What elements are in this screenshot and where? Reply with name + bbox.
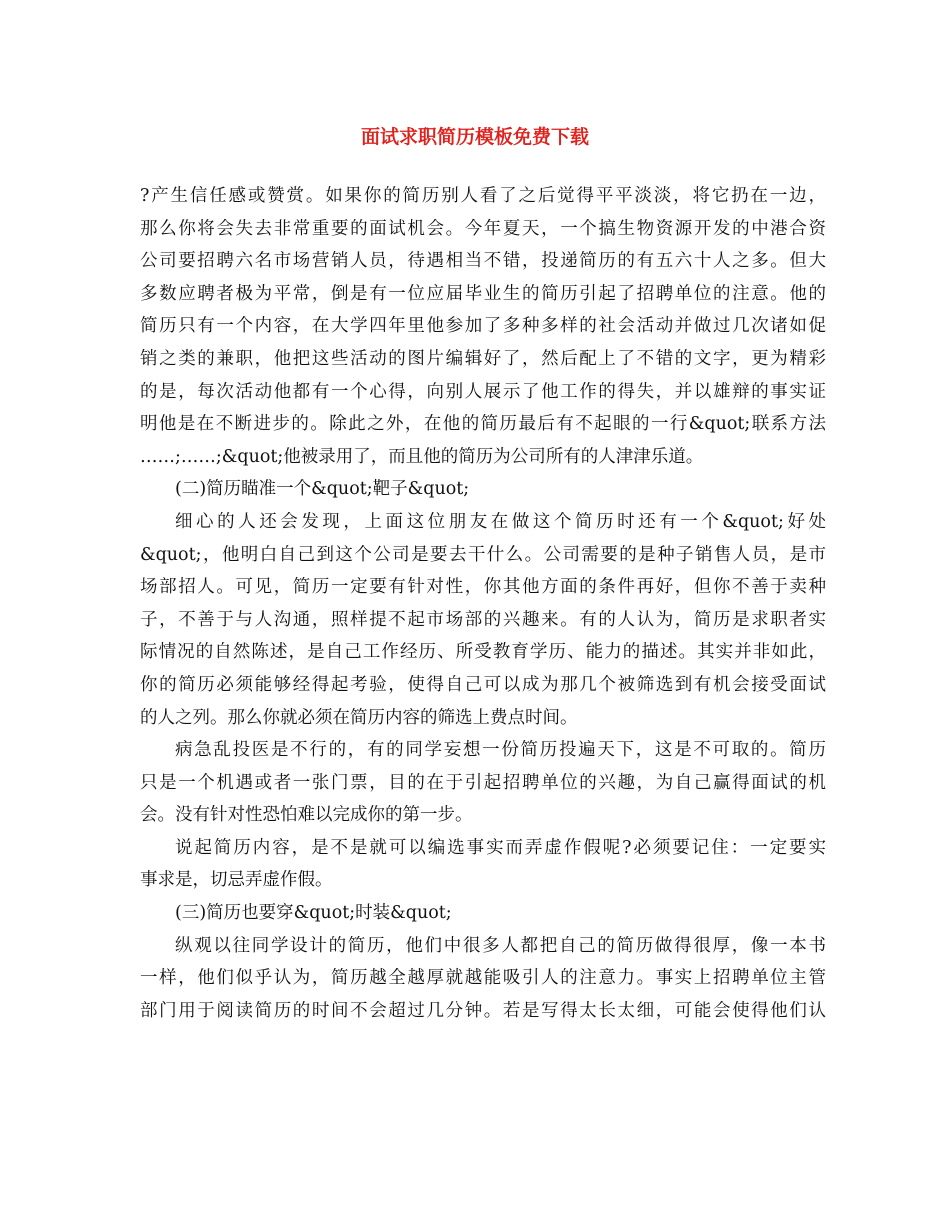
document-body bbox=[140, 180, 826, 1027]
text-line: 场部招人。可见，简历一定要有针对性，你其他方面的条件再好，但你不善于卖种 bbox=[140, 577, 826, 598]
text-line: 你的简历必须能够经得起考验，使得自己可以成为那几个被筛选到有机会接受面试 bbox=[140, 674, 826, 695]
text-line: 多数应聘者极为平常，倒是有一位应届毕业生的简历引起了招聘单位的注意。他的 bbox=[140, 283, 826, 304]
text-line: 纵观以往同学设计的简历，他们中很多人都把自己的简历做得很厚，像一本书 bbox=[175, 935, 826, 956]
text-line: 部门用于阅读简历的时间不会超过几分钟。若是写得太长太细，可能会使得他们认 bbox=[140, 1000, 826, 1021]
text-line: &quot;，他明白自己到这个公司是要去干什么。公司需要的是种子销售人员，是市 bbox=[140, 544, 826, 565]
text-line: (二)简历瞄准一个&quot;靶子&quot; bbox=[175, 479, 470, 500]
text-line: 简历只有一个内容，在大学四年里他参加了多种多样的社会活动并做过几次诸如促 bbox=[140, 316, 826, 337]
text-line: 细心的人还会发现，上面这位朋友在做这个简历时还有一个&quot;好处 bbox=[175, 511, 826, 532]
text-line: ……;……;&quot;他被录用了，而且他的简历为公司所有的人津津乐道。 bbox=[140, 446, 704, 467]
text-line: 一样，他们似乎认为，简历越全越厚就越能吸引人的注意力。事实上招聘单位主管 bbox=[140, 968, 826, 989]
document-title: 面试求职简历模板免费下载 bbox=[360, 126, 589, 148]
text-line: 那么你将会失去非常重要的面试机会。今年夏天，一个搞生物资源开发的中港合资 bbox=[140, 218, 826, 239]
text-line: 际情况的自然陈述，是自己工作经历、所受教育学历、能力的描述。其实并非如此， bbox=[140, 642, 826, 663]
text-line: 病急乱投医是不行的，有的同学妄想一份简历投遍天下，这是不可取的。简历 bbox=[175, 740, 826, 761]
text-line: 子，不善于与人沟通，照样提不起市场部的兴趣来。有的人认为，简历是求职者实 bbox=[140, 609, 826, 630]
text-line: 公司要招聘六名市场营销人员，待遇相当不错，投递简历的有五六十人之多。但大 bbox=[140, 251, 826, 272]
text-line: 明他是在不断进步的。除此之外，在他的简历最后有不起眼的一行&quot;联系方法 bbox=[140, 414, 826, 435]
text-line: 说起简历内容，是不是就可以编选事实而弄虚作假呢?必须要记住：一定要实 bbox=[175, 837, 826, 858]
text-line: 的是，每次活动他都有一个心得，向别人展示了他工作的得失，并以雄辩的事实证 bbox=[140, 381, 826, 402]
text-line: 销之类的兼职，他把这些活动的图片编辑好了，然后配上了不错的文字，更为精彩 bbox=[140, 348, 826, 369]
text-line: 的人之列。那么你就必须在简历内容的筛选上费点时间。 bbox=[140, 707, 578, 728]
text-line: 只是一个机遇或者一张门票，目的在于引起招聘单位的兴趣，为自己赢得面试的机 bbox=[140, 772, 826, 793]
text-line: 事求是，切忌弄虚作假。 bbox=[140, 870, 333, 891]
text-line: ?产生信任感或赞赏。如果你的简历别人看了之后觉得平平淡淡，将它扔在一边， bbox=[140, 186, 826, 206]
text-line: 会。没有针对性恐怕难以完成你的第一步。 bbox=[140, 805, 473, 826]
text-line: (三)简历也要穿&quot;时装&quot; bbox=[175, 903, 452, 924]
